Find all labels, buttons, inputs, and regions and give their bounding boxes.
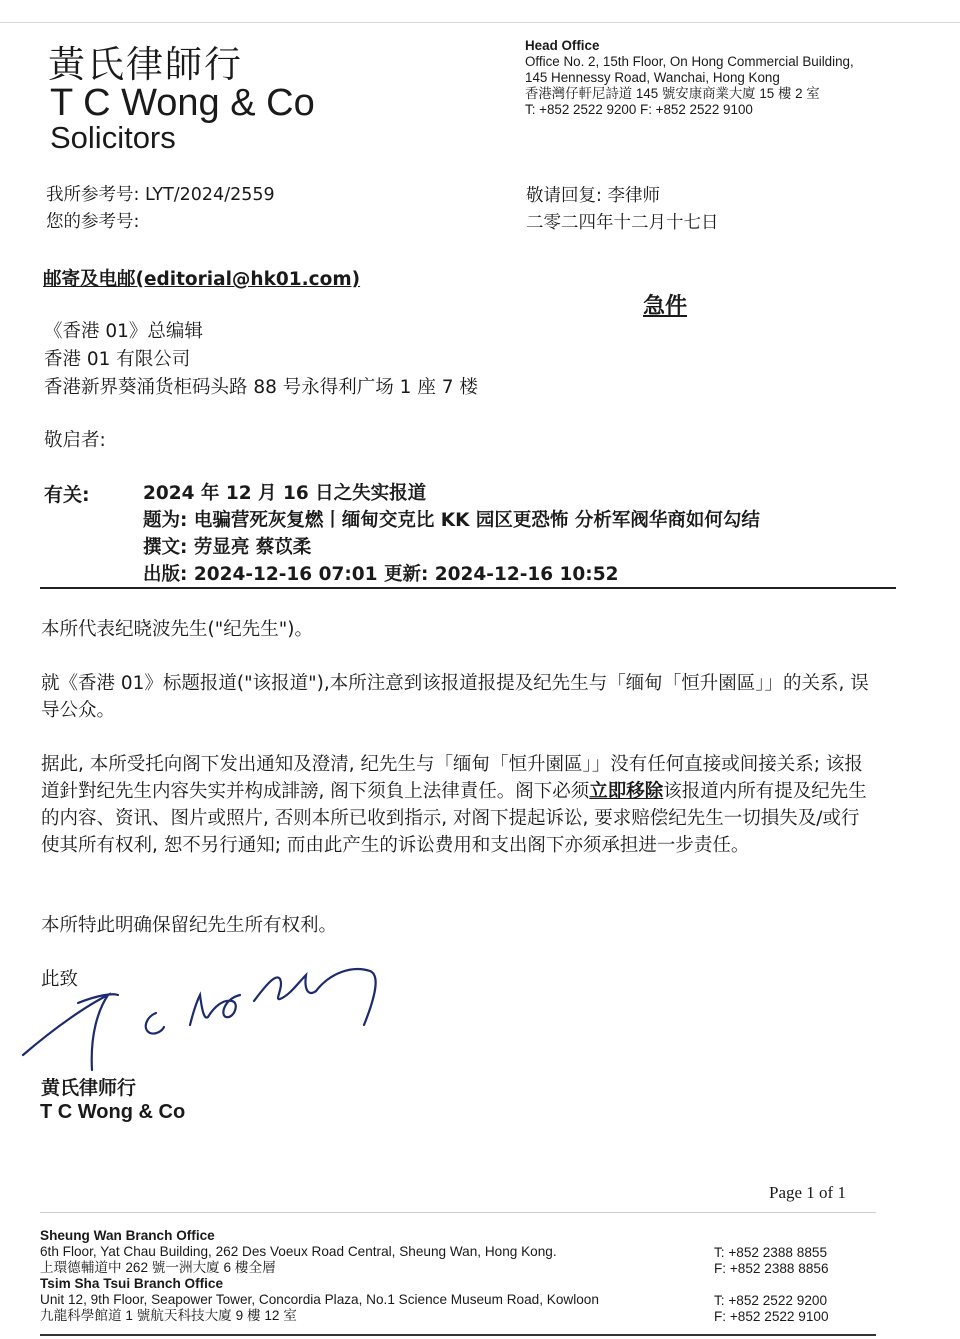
subject-label: 有关: — [44, 484, 90, 506]
tsim-sha-tsui-title: Tsim Sha Tsui Branch Office — [40, 1276, 224, 1291]
handwritten-signature — [18, 955, 398, 1075]
addressee-title: 《香港 01》总编辑 — [44, 321, 203, 342]
sheung-wan-title: Sheung Wan Branch Office — [40, 1228, 215, 1243]
addressee-address: 香港新界葵涌货柜码头路 88 号永得利广场 1 座 7 楼 — [44, 377, 478, 398]
signoff-firm-chinese: 黄氏律师行 — [41, 1077, 137, 1099]
head-office-contact: T: +852 2522 9200 F: +852 2522 9100 — [525, 102, 753, 117]
footer-divider — [40, 1212, 876, 1213]
body-paragraph-3 — [41, 751, 869, 859]
reply-block — [526, 183, 719, 237]
body-paragraph-2: 就《香港 01》标题报道("该报道"),本所注意到该报道报提及纪先生与「缅甸「恒升園區」」的关系, 误导公众。 — [41, 673, 869, 721]
head-office-line: 145 Hennessy Road, Wanchai, Hong Kong — [525, 70, 780, 85]
tsim-sha-tsui-tel: T: +852 2522 9200 — [714, 1293, 828, 1308]
addressee-company: 香港 01 有限公司 — [44, 349, 191, 370]
head-office-line: 香港灣仔軒尼詩道 145 號安康商業大廈 15 樓 2 室 — [525, 86, 820, 101]
sheung-wan-office — [40, 1228, 557, 1276]
head-office-address — [525, 38, 854, 118]
firm-subtitle: Solicitors — [50, 120, 176, 155]
urgent-mark: 急件 — [643, 294, 688, 319]
sheung-wan-contact — [714, 1245, 829, 1277]
your-reference: 您的参考号: — [46, 212, 140, 232]
head-office-line: Office No. 2, 15th Floor, On Hong Commercial Building, — [525, 54, 854, 69]
body-paragraph-4: 本所特此明确保留纪先生所有权利。 — [41, 915, 338, 936]
letter-date: 二零二四年十二月十七日 — [526, 213, 719, 233]
subject-headline: 题为: 电骗营死灰复燃丨缅甸交克比 KK 园区更恐怖 分析军阀华商如何勾结 — [143, 510, 760, 531]
closing: 此致 — [41, 969, 79, 990]
reply-to: 敬请回复: 李律师 — [526, 186, 660, 206]
body-paragraph-3-part-a: 据此, 本所受托向阁下发出通知及澄清, 纪先生与「缅甸「恒升園區」」没有任何直接或间接关系; 该报道針對纪先生内容失实并构成誹謗, 阁下须負上法律責任。阁下必须 — [41, 754, 863, 802]
body-paragraph-1: 本所代表纪晓波先生("纪先生")。 — [41, 619, 313, 640]
sheung-wan-fax: F: +852 2388 8856 — [714, 1261, 829, 1276]
signoff-firm-english: T C Wong & Co — [40, 1101, 186, 1123]
sheung-wan-tel: T: +852 2388 8855 — [714, 1245, 828, 1260]
sheung-wan-address-cn: 上環德輔道中 262 號一洲大廈 6 樓全層 — [40, 1260, 276, 1275]
tsim-sha-tsui-fax: F: +852 2522 9100 — [714, 1309, 829, 1324]
tsim-sha-tsui-office — [40, 1276, 599, 1324]
subject-block — [143, 480, 760, 588]
page-number: Page 1 of 1 — [769, 1183, 846, 1202]
firm-name-english: T C Wong & Co — [50, 82, 315, 124]
firm-name-chinese: 黃氏律師行 — [48, 43, 243, 86]
subject-dates: 出版: 2024-12-16 07:01 更新: 2024-12-16 10:52 — [143, 564, 619, 585]
addressee-block — [44, 318, 478, 402]
reference-block — [46, 182, 275, 236]
delivery-method: 邮寄及电邮(editorial@hk01.com) — [43, 269, 361, 290]
subject-line: 2024 年 12 月 16 日之失实报道 — [143, 483, 427, 504]
tsim-sha-tsui-address-cn: 九龍科學館道 1 號航天科技大廈 9 樓 12 室 — [40, 1308, 297, 1323]
tsim-sha-tsui-contact — [714, 1293, 829, 1325]
top-divider — [0, 22, 960, 23]
remove-immediately-emphasis: 立即移除 — [589, 781, 664, 802]
salutation: 敬启者: — [44, 430, 106, 451]
head-office-title: Head Office — [525, 38, 600, 53]
subject-divider — [40, 587, 896, 589]
body-paragraph-3-part-c: 该报道内所有提及纪先生的内容、资讯、图片或照片, 否则本所已收到指示, 对阁下提起诉讼, 要求赔偿纪先生一切損失及/或行使其所有权利, 恕不另行通知; 而由此产生的诉讼费用和支出阁下亦须承担进一步责任。 — [41, 781, 867, 856]
subject-authors: 撰文: 劳显亮 蔡苡柔 — [143, 537, 312, 558]
our-reference: 我所参考号: LYT/2024/2559 — [46, 185, 275, 205]
sheung-wan-address: 6th Floor, Yat Chau Building, 262 Des Voeux Road Central, Sheung Wan, Hong Kong. — [40, 1244, 557, 1259]
bottom-divider — [40, 1334, 876, 1336]
tsim-sha-tsui-address: Unit 12, 9th Floor, Seapower Tower, Concordia Plaza, No.1 Science Museum Road, Kowloon — [40, 1292, 599, 1307]
